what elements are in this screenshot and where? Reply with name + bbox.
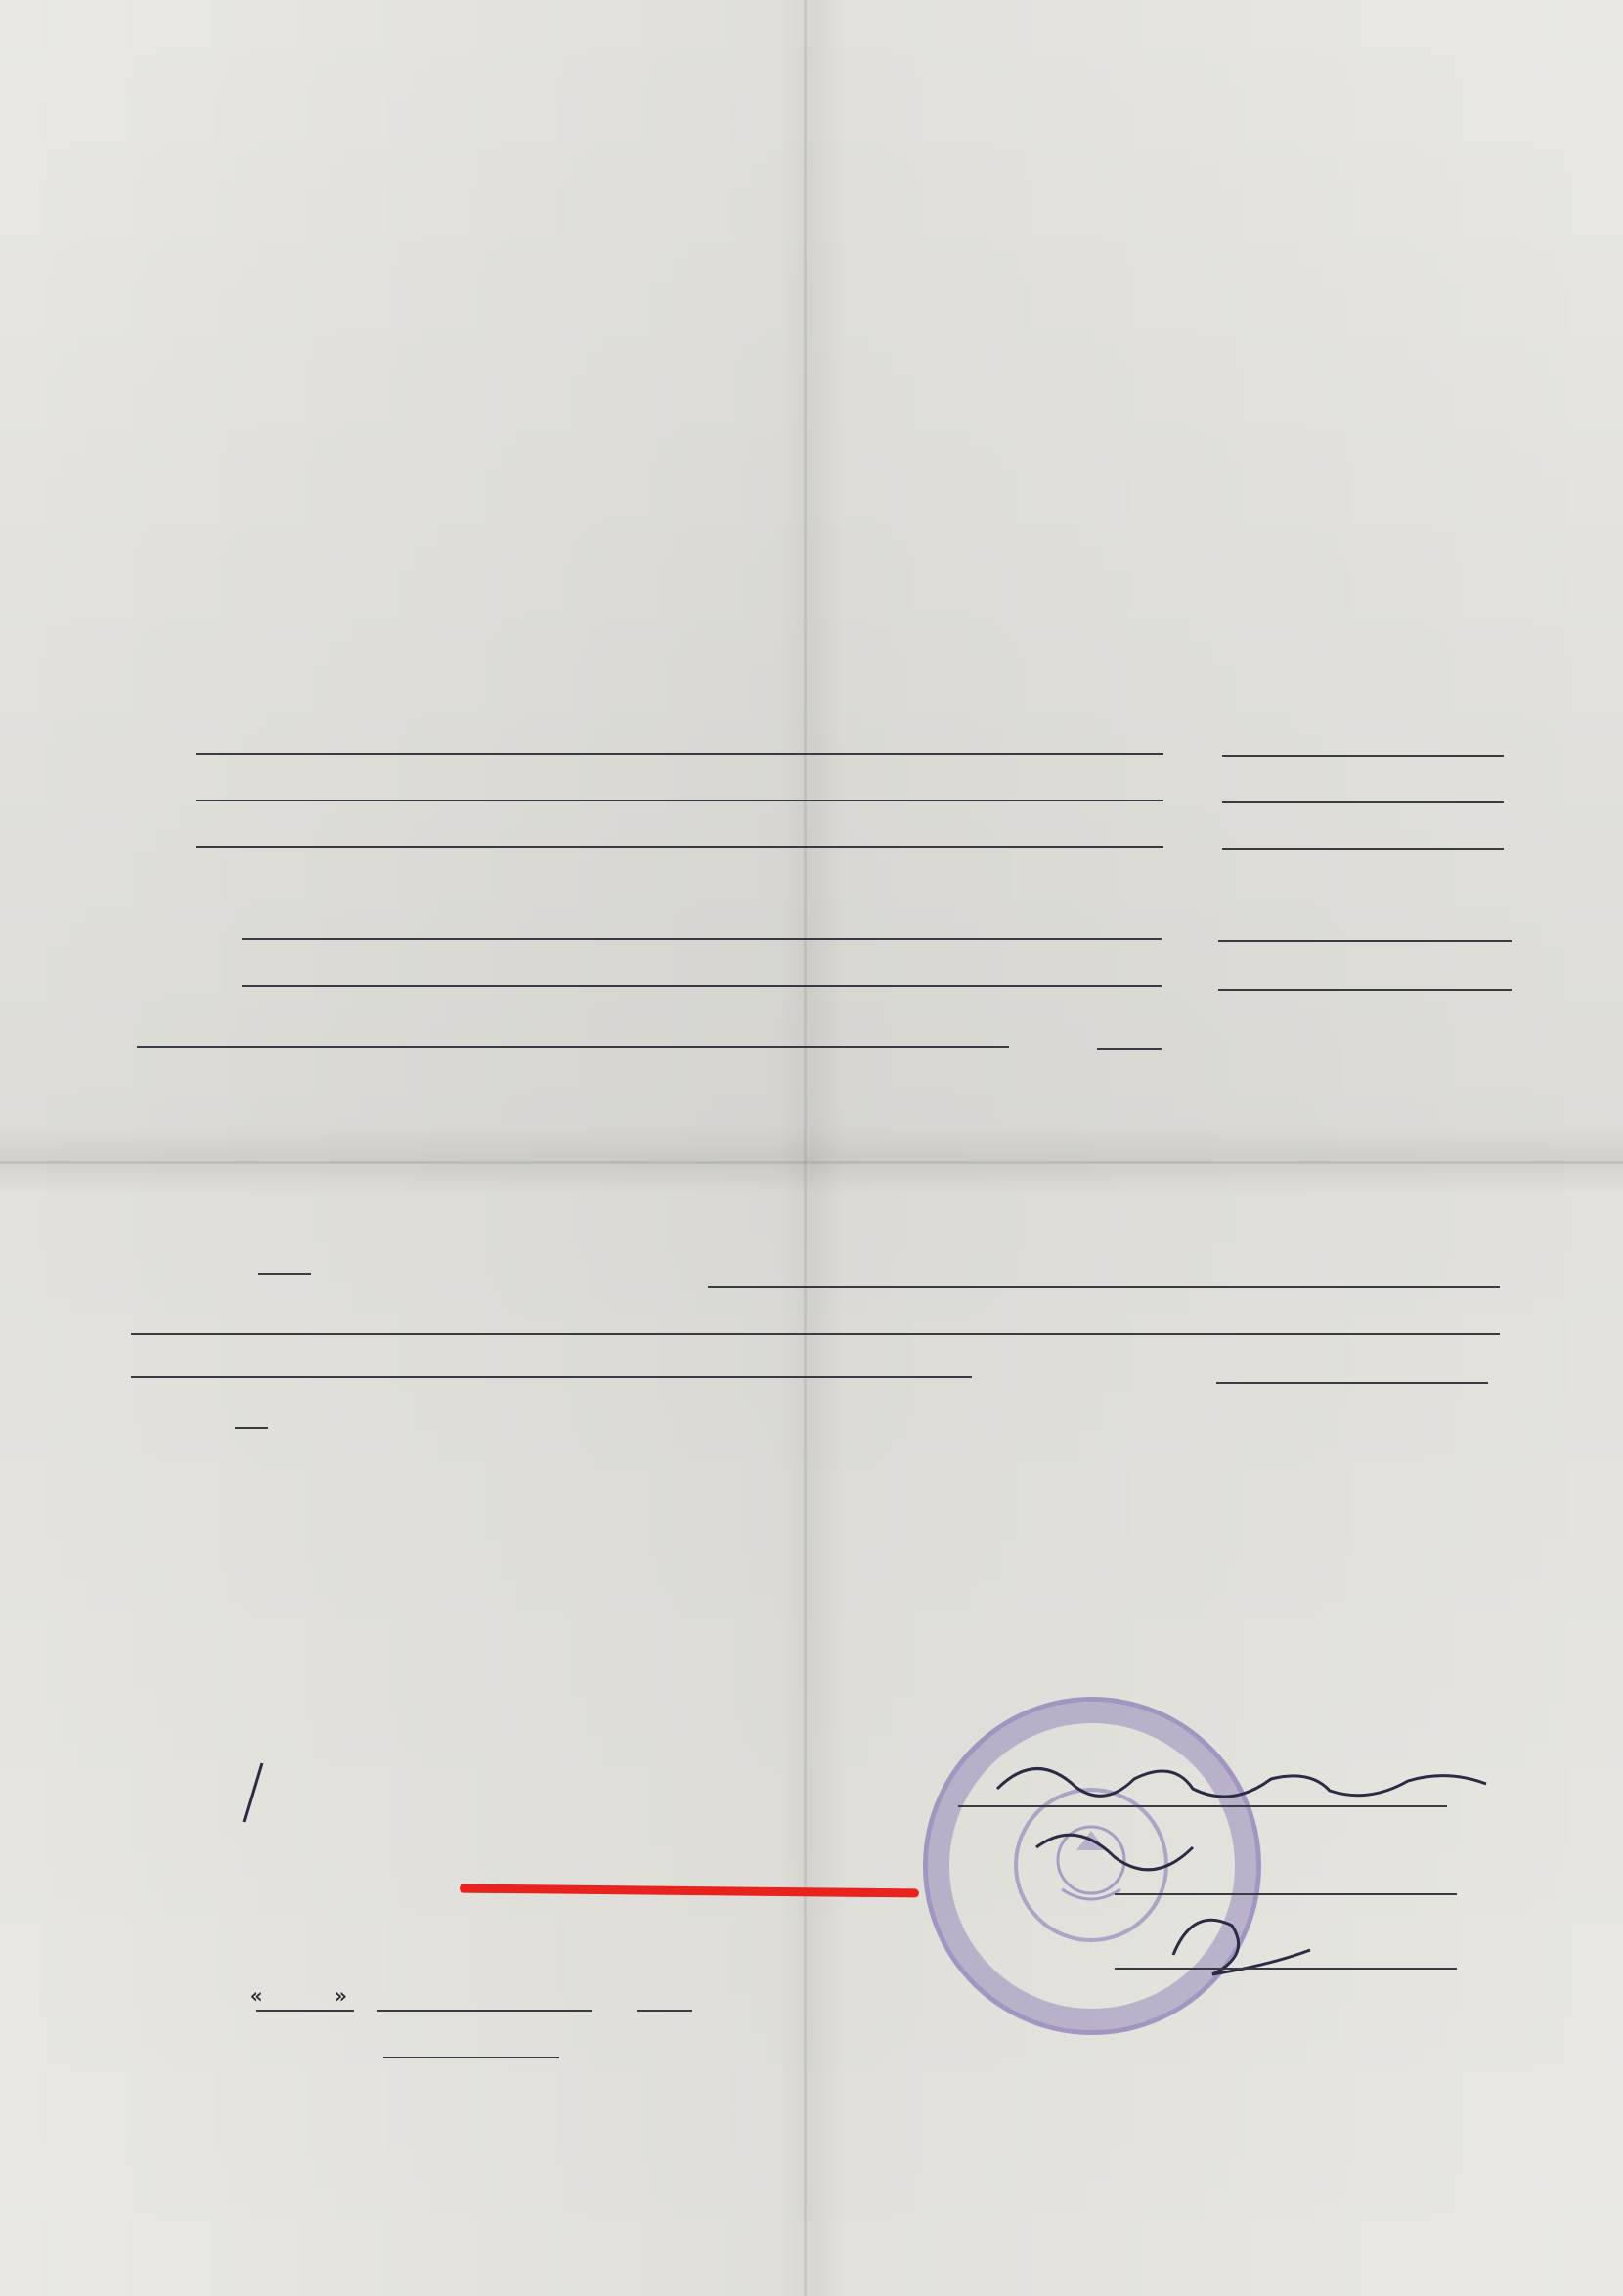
item-26a-underline: [242, 938, 1162, 940]
proshel-suffix-underline: [1097, 1048, 1162, 1050]
signatures-handwritten: [880, 1730, 1564, 1984]
day-quote-close: »: [334, 1984, 347, 2008]
registration-underline: [383, 2057, 559, 2058]
thesis-line1-underline: [708, 1286, 1500, 1288]
item-25-grade-underline: [1222, 848, 1504, 850]
exams-label-underline: [235, 1427, 268, 1429]
fold-crease-horizontal: [0, 1161, 1623, 1164]
year-underline: [637, 2010, 692, 2012]
thesis-line3-underline: [131, 1376, 972, 1378]
thesis-label-underline: [258, 1273, 311, 1275]
fold-crease-vertical: [804, 0, 807, 2296]
item-23-grade-underline: [1222, 755, 1504, 757]
item-26a-grade-underline: [1218, 940, 1512, 942]
date-day-underline: [256, 2010, 354, 2012]
item-24-grade-underline: [1222, 801, 1504, 803]
thesis-line2-underline: [131, 1333, 1500, 1335]
date-month-underline: [377, 2010, 592, 2012]
day-quote-open: «: [250, 1984, 263, 2008]
item-26b-grade-underline: [1218, 989, 1512, 991]
item-25-underline: [196, 846, 1163, 848]
proshel-underline: [137, 1046, 1009, 1048]
item-26b-underline: [242, 985, 1162, 987]
item-24-underline: [196, 800, 1163, 801]
thesis-grade-underline: [1216, 1382, 1488, 1384]
pen-mark: [235, 1759, 274, 1828]
item-23-underline: [196, 753, 1163, 755]
red-highlight-underline: [460, 1884, 919, 1898]
